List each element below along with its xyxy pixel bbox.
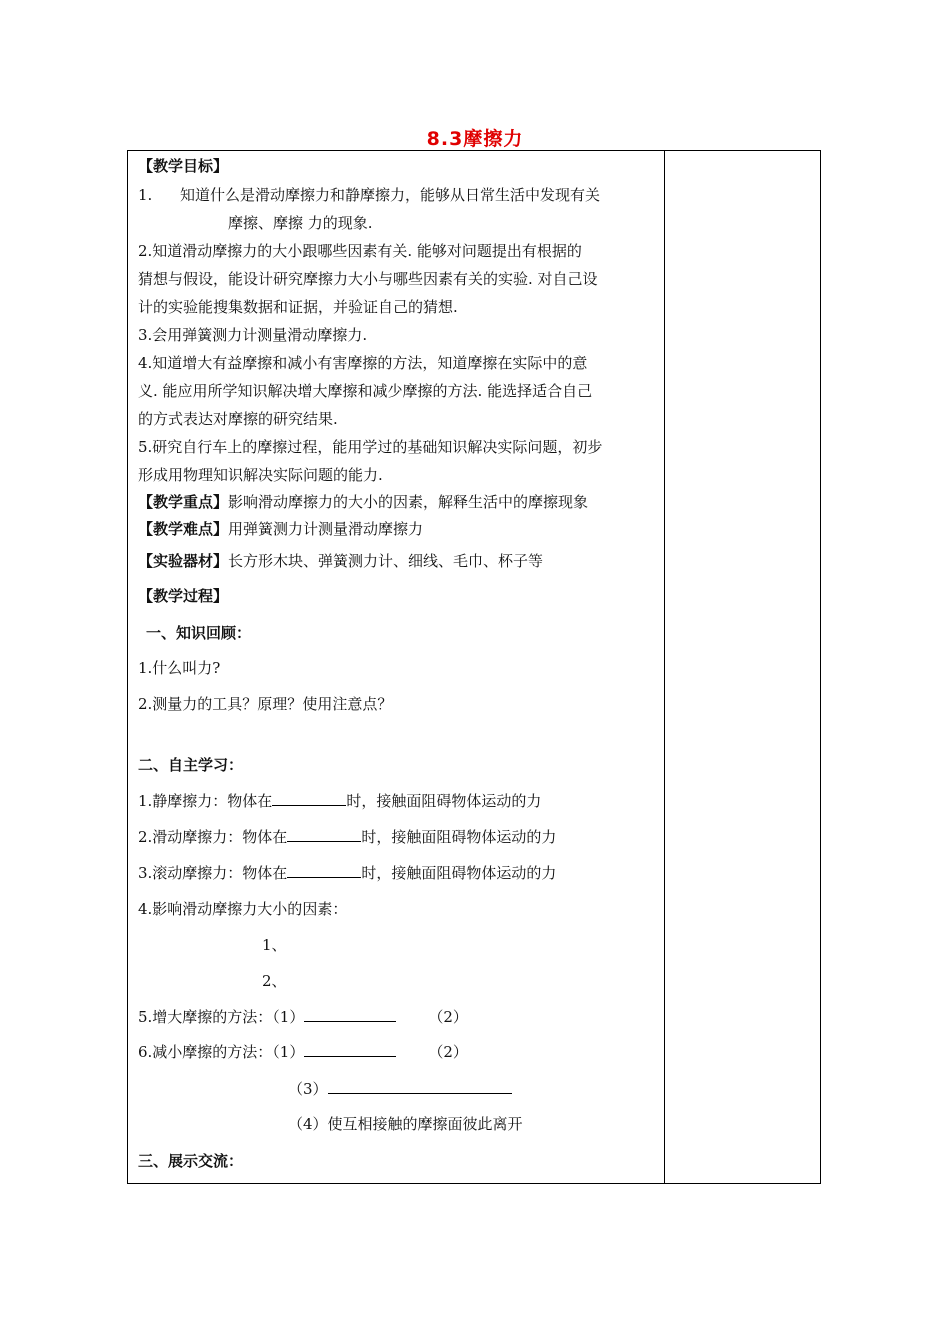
column-divider [664,151,665,1183]
fill-blank [304,1007,396,1022]
difficulty-row [138,519,423,539]
key-point-label: 【教学重点】 [138,493,229,511]
section-3-heading: 三、展示交流： [138,1152,244,1170]
self-study-1 [138,791,541,811]
reduce-friction-3 [288,1079,512,1099]
self-study-2 [138,827,556,847]
objective-2-line-3: 计的实验能搜集数据和证据，并验证自己的猜想. [138,298,458,316]
increase-friction-label: 5.增大摩擦的方法：（1） [138,1008,305,1026]
self-study-3-prefix: 3.滚动摩擦力：物体在 [138,864,288,882]
equipment-label: 【实验器材】 [138,552,229,570]
self-study-3-suffix: 时，接触面阻碍物体运动的力 [361,864,557,882]
objective-2-line-1: 2.知道滑动摩擦力的大小跟哪些因素有关. 能够对问题提出有根据的 [138,242,582,260]
increase-friction-methods [138,1007,468,1027]
key-point-row [138,492,588,512]
reduce-friction-methods [138,1042,468,1062]
reduce-friction-4: （4）使互相接触的摩擦面彼此离开 [288,1115,523,1133]
reduce-friction-2: （2） [428,1043,468,1061]
self-study-1-suffix: 时，接触面阻碍物体运动的力 [346,792,542,810]
fill-blank [304,1042,396,1057]
objective-1-line-2: 摩擦、摩擦 力的现象. [228,214,373,232]
fill-blank [287,827,361,842]
difficulty-label: 【教学难点】 [138,520,229,538]
self-study-2-suffix: 时，接触面阻碍物体运动的力 [361,828,557,846]
reduce-friction-3-label: （3） [288,1080,328,1098]
factor-1: 1、 [262,936,287,954]
objective-1-line-1: 知道什么是滑动摩擦力和静摩擦力，能够从日常生活中发现有关 [180,186,601,204]
self-study-1-prefix: 1.静摩擦力：物体在 [138,792,273,810]
reduce-friction-label: 6.减小摩擦的方法：（1） [138,1043,305,1061]
objective-1-number: 1. [138,186,153,204]
equipment-text: 长方形木块、弹簧测力计、细线、毛巾、杯子等 [228,552,544,570]
process-header: 【教学过程】 [138,587,229,605]
self-study-2-prefix: 2.滑动摩擦力：物体在 [138,828,288,846]
objective-4-line-3: 的方式表达对摩擦的研究结果. [138,410,338,428]
objective-5-line-2: 形成用物理知识解决实际问题的能力. [138,466,383,484]
objectives-header: 【教学目标】 [138,157,229,175]
self-study-3 [138,863,556,883]
section-1-heading: 一、知识回顾： [146,624,252,642]
increase-friction-2: （2） [428,1008,468,1026]
factor-2: 2、 [262,972,287,990]
fill-blank [328,1079,512,1094]
review-question-1: 1.什么叫力? [138,659,221,677]
page-title: 8.3摩擦力 [426,128,524,150]
objective-3: 3.会用弹簧测力计测量滑动摩擦力. [138,326,368,344]
objective-2-line-2: 猜想与假设，能设计研究摩擦力大小与哪些因素有关的实验. 对自己设 [138,270,598,288]
review-question-2: 2.测量力的工具？原理？使用注意点？ [138,695,393,713]
section-2-heading: 二、自主学习： [138,756,244,774]
objective-4-line-1: 4.知道增大有益摩擦和减小有害摩擦的方法，知道摩擦在实际中的意 [138,354,588,372]
objective-5-line-1: 5.研究自行车上的摩擦过程，能用学过的基础知识解决实际问题，初步 [138,438,603,456]
fill-blank [272,791,346,806]
equipment-row [138,551,543,571]
fill-blank [287,863,361,878]
self-study-4: 4.影响滑动摩擦力大小的因素： [138,900,348,918]
objective-4-line-2: 义. 能应用所学知识解决增大摩擦和减少摩擦的方法. 能选择适合自己 [138,382,593,400]
lesson-table [127,150,821,1184]
difficulty-text: 用弹簧测力计测量滑动摩擦力 [228,520,424,538]
key-point-text: 影响滑动摩擦力的大小的因素，解释生活中的摩擦现象 [228,493,589,511]
